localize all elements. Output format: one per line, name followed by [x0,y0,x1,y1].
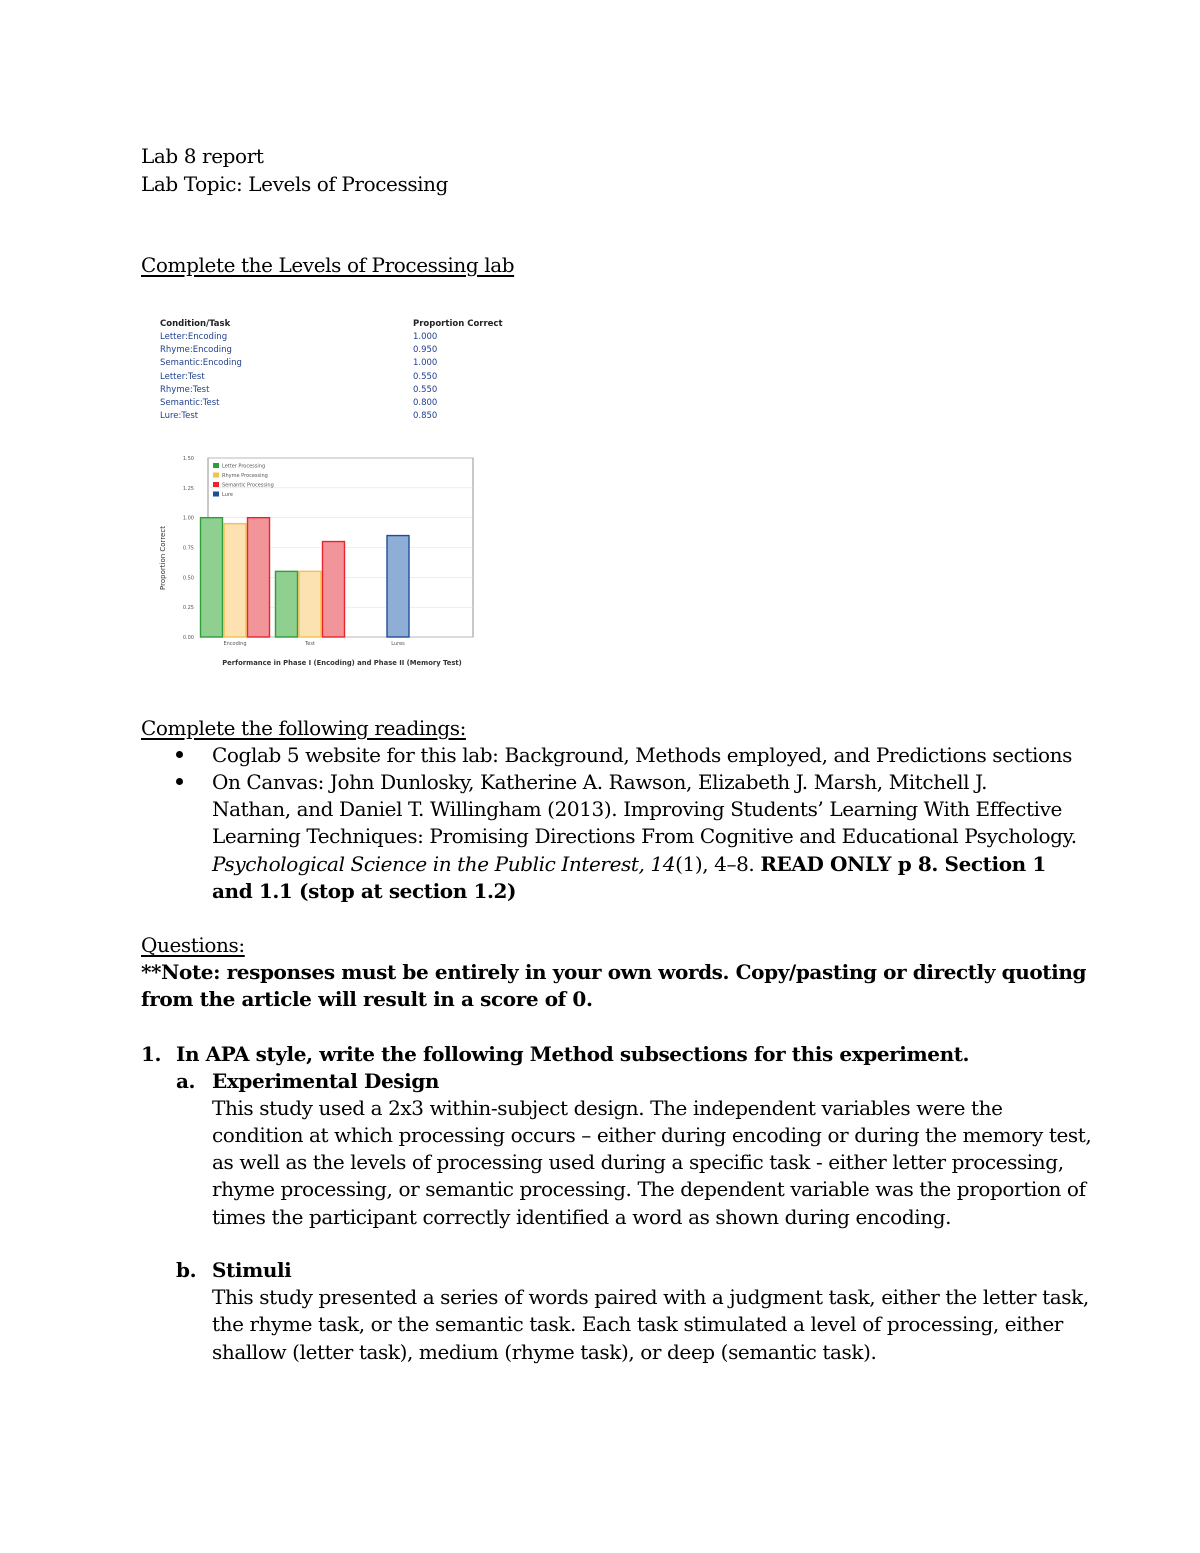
subsection-b-letter: b. [176,1258,197,1282]
bullet-icon [176,751,183,758]
note-line-1: **Note: responses must be entirely in your own words. Copy/pasting or directly quoting [141,960,1087,984]
table-header-proportion: Proportion Correct [413,319,503,329]
questions-heading: Questions: [141,933,245,957]
subsection-a-title: Experimental Design [212,1069,440,1093]
chart-y-tick-label: 1.25 [182,485,194,492]
chart-bar [276,571,298,637]
chart-legend-label: Semantic Processing [222,482,274,489]
chart-bar [201,518,223,637]
journal-title: Psychological Science in the Public Interest, 14 [212,852,676,876]
subsection-b-title: Stimuli [212,1258,292,1282]
reading-item-canvas-line3: Learning Techniques: Promising Directions From Cognitive and Educational Psychology. [212,824,1077,848]
table-cell-value: 0.550 [413,371,438,382]
chart-x-tick-label: Test [305,641,315,647]
table-header-condition: Condition/Task [160,319,231,329]
chart-y-tick-label: 0.25 [182,605,194,612]
chart-y-tick-label: 1.00 [182,515,194,522]
table-header-row [160,318,520,331]
table-cell-value: 0.550 [413,384,438,395]
table-cell-value: 0.950 [413,345,438,356]
chart-x-tick-label: Lures [391,641,405,647]
subsection-a-letter: a. [176,1069,196,1093]
chart-y-tick-label: 1.50 [182,456,194,462]
question-1-number: 1. [141,1042,162,1066]
table-cell-value: 0.850 [413,411,438,422]
chart-legend-label: Letter Processing [222,463,266,470]
chart-y-tick-label: 0.00 [182,635,194,641]
chart-legend-label: Lure [222,492,233,498]
table-row [160,410,520,423]
chart-bar [224,524,246,637]
complete-lab-heading: Complete the Levels of Processing lab [141,253,515,277]
chart-y-tick-label: 0.50 [182,575,194,582]
lab-topic: Lab Topic: Levels of Processing [141,172,449,196]
chart-x-tick-label: Encoding [223,641,247,647]
table-cell-condition: Letter:Test [160,371,205,382]
stimuli-line-3: shallow (letter task), medium (rhyme task), or deep (semantic task). [212,1340,877,1364]
design-line-1: This study used a 2x3 within-subject design. The independent variables were the [212,1096,1003,1120]
readings-heading: Complete the following readings: [141,716,466,740]
journal-issue-pages: (1), 4–8. [675,852,755,876]
table-cell-condition: Rhyme:Test [160,384,210,395]
note-line-2: from the article will result in a score of 0. [141,987,593,1011]
stimuli-line-1: This study presented a series of words paired with a judgment task, either the letter task, [212,1285,1089,1309]
chart-y-axis-label: Proportion Correct [159,526,167,590]
table-row [160,371,520,384]
table-row [160,357,520,370]
chart-legend-swatch [213,463,219,468]
chart-bar [299,571,321,637]
chart-legend-swatch [213,473,219,478]
chart-legend-swatch [213,492,219,497]
read-only-instruction: READ ONLY p 8. Section 1 [760,852,1046,876]
table-cell-condition: Rhyme:Encoding [160,345,232,356]
chart-x-ticks [223,641,405,647]
table-row [160,397,520,410]
table-cell-condition: Letter:Encoding [160,332,228,342]
table-cell-condition: Semantic:Test [160,397,220,408]
chart-y-ticks [183,456,194,641]
results-table [160,318,520,423]
chart-legend-label: Rhyme Processing [222,473,268,479]
design-line-2: condition at which processing occurs – either during encoding or during the memory test, [212,1123,1092,1147]
chart-x-axis-label: Performance in Phase I (Encoding) and Phase II (Memory Test) [222,659,462,667]
reading-item-canvas-line1: On Canvas: John Dunlosky, Katherine A. Rawson, Elizabeth J. Marsh, Mitchell J. [212,770,988,794]
proportion-correct-chart [150,448,480,673]
bullet-icon [176,778,183,785]
design-line-3: as well as the levels of processing used during a specific task - either letter processing, [212,1150,1064,1174]
table-row [160,344,520,357]
table-cell-condition: Lure:Test [160,411,199,422]
design-line-4: rhyme processing, or semantic processing. The dependent variable was the proportion of [212,1177,1086,1201]
design-line-5: times the participant correctly identified a word as shown during encoding. [212,1205,952,1229]
read-only-instruction-cont: and 1.1 (stop at section 1.2) [212,879,517,903]
reading-item-canvas-line2: Nathan, and Daniel T. Willingham (2013). Improving Students’ Learning With Effective [212,797,1062,821]
chart-legend-swatch [213,482,219,487]
table-cell-value: 0.800 [413,397,438,408]
question-1-text: In APA style, write the following Method subsections for this experiment. [176,1042,970,1066]
chart-y-tick-label: 0.75 [182,545,194,552]
table-row [160,331,520,344]
chart-bar [387,536,409,637]
stimuli-line-2: the rhyme task, or the semantic task. Each task stimulated a level of processing, either [212,1312,1063,1336]
reading-item-coglab: Coglab 5 website for this lab: Background, Methods employed, and Predictions sections [212,743,1073,767]
chart-bar [323,542,345,637]
table-cell-value: 1.000 [413,332,438,342]
chart-bar [248,518,270,637]
table-row [160,384,520,397]
table-cell-value: 1.000 [413,358,438,369]
table-cell-condition: Semantic:Encoding [160,358,242,369]
report-title: Lab 8 report [141,144,264,168]
reading-item-canvas-line4 [212,850,1046,878]
